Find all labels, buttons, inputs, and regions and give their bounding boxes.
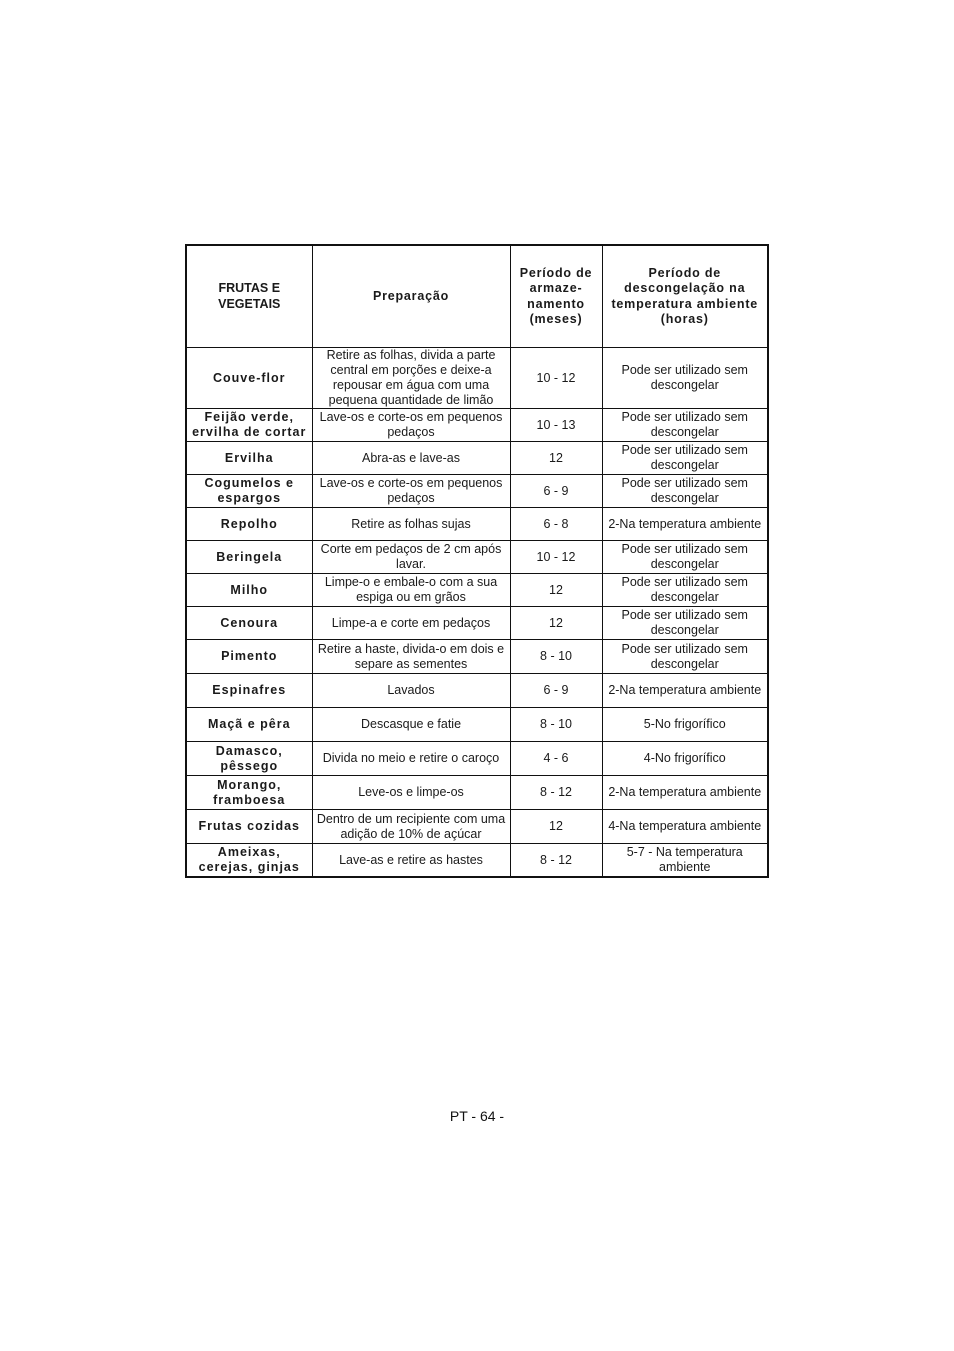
row-storage: 8 - 12	[510, 844, 602, 878]
row-thaw: 4-Na temperatura ambiente	[602, 810, 768, 844]
row-storage: 6 - 9	[510, 475, 602, 508]
row-preparation: Retire as folhas sujas	[312, 508, 510, 541]
row-food-name: Damasco, pêssego	[186, 742, 312, 776]
table-row	[186, 742, 768, 776]
row-preparation: Retire as folhas, divida a parte central em porções e deixe-a repousar em água com uma pequena quantidade de limão	[312, 348, 510, 409]
row-preparation: Limpe-a e corte em pedaços	[312, 607, 510, 640]
row-food-name: Pimento	[186, 640, 312, 674]
page-number: PT - 64 -	[449, 1108, 505, 1124]
row-preparation: Divida no meio e retire o caroço	[312, 742, 510, 776]
row-thaw: Pode ser utilizado sem descongelar	[602, 409, 768, 442]
row-thaw: 5-7 - Na temperatura ambiente	[602, 844, 768, 878]
row-thaw: Pode ser utilizado sem descongelar	[602, 640, 768, 674]
row-thaw: Pode ser utilizado sem descongelar	[602, 574, 768, 607]
row-storage: 4 - 6	[510, 742, 602, 776]
row-preparation: Lave-os e corte-os em pequenos pedaços	[312, 409, 510, 442]
row-thaw: Pode ser utilizado sem descongelar	[602, 348, 768, 409]
row-food-name: Couve-flor	[186, 348, 312, 409]
header-thaw-period: Período de descongelação na temperatura ambiente (horas)	[602, 245, 768, 348]
row-food-name: Cenoura	[186, 607, 312, 640]
row-thaw: 2-Na temperatura ambiente	[602, 776, 768, 810]
table-row	[186, 574, 768, 607]
row-storage: 12	[510, 574, 602, 607]
row-storage: 8 - 10	[510, 708, 602, 742]
header-fruits-vegetables: FRUTAS E VEGETAIS	[186, 245, 312, 348]
table-row	[186, 508, 768, 541]
row-storage: 10 - 13	[510, 409, 602, 442]
row-food-name: Ervilha	[186, 442, 312, 475]
row-food-name: Beringela	[186, 541, 312, 574]
table-row	[186, 844, 768, 878]
row-food-name: Milho	[186, 574, 312, 607]
row-storage: 6 - 8	[510, 508, 602, 541]
row-thaw: 2-Na temperatura ambiente	[602, 508, 768, 541]
table-row	[186, 409, 768, 442]
table-row	[186, 475, 768, 508]
row-food-name: Frutas cozidas	[186, 810, 312, 844]
row-preparation: Retire a haste, divida-o em dois e separe as sementes	[312, 640, 510, 674]
table-row	[186, 607, 768, 640]
row-thaw: 5-No frigorífico	[602, 708, 768, 742]
row-thaw: 2-Na temperatura ambiente	[602, 674, 768, 708]
table-row	[186, 674, 768, 708]
row-preparation: Lave-os e corte-os em pequenos pedaços	[312, 475, 510, 508]
row-food-name: Maçã e pêra	[186, 708, 312, 742]
row-storage: 10 - 12	[510, 348, 602, 409]
row-preparation: Descasque e fatie	[312, 708, 510, 742]
table-row	[186, 810, 768, 844]
row-preparation: Lave-as e retire as hastes	[312, 844, 510, 878]
table-row	[186, 541, 768, 574]
row-preparation: Leve-os e limpe-os	[312, 776, 510, 810]
header-preparation: Preparação	[312, 245, 510, 348]
row-storage: 8 - 12	[510, 776, 602, 810]
row-preparation: Corte em pedaços de 2 cm após lavar.	[312, 541, 510, 574]
row-storage: 8 - 10	[510, 640, 602, 674]
row-food-name: Feijão verde, ervilha de cortar	[186, 409, 312, 442]
row-thaw: Pode ser utilizado sem descongelar	[602, 475, 768, 508]
row-storage: 12	[510, 607, 602, 640]
header-storage-period: Período de armaze-namento (meses)	[510, 245, 602, 348]
table-header-row	[186, 245, 768, 348]
row-storage: 12	[510, 442, 602, 475]
table-row	[186, 776, 768, 810]
row-thaw: Pode ser utilizado sem descongelar	[602, 607, 768, 640]
row-food-name: Cogumelos e espargos	[186, 475, 312, 508]
row-food-name: Repolho	[186, 508, 312, 541]
row-preparation: Abra-as e lave-as	[312, 442, 510, 475]
table-row	[186, 348, 768, 409]
row-storage: 6 - 9	[510, 674, 602, 708]
row-thaw: Pode ser utilizado sem descongelar	[602, 541, 768, 574]
row-food-name: Morango, framboesa	[186, 776, 312, 810]
row-storage: 12	[510, 810, 602, 844]
row-food-name: Ameixas, cerejas, ginjas	[186, 844, 312, 878]
table-row	[186, 640, 768, 674]
row-storage: 10 - 12	[510, 541, 602, 574]
row-preparation: Lavados	[312, 674, 510, 708]
table-row	[186, 442, 768, 475]
table-row	[186, 708, 768, 742]
row-thaw: Pode ser utilizado sem descongelar	[602, 442, 768, 475]
row-food-name: Espinafres	[186, 674, 312, 708]
freezing-guide-table	[185, 244, 769, 878]
row-thaw: 4-No frigorífico	[602, 742, 768, 776]
row-preparation: Dentro de um recipiente com uma adição de 10% de açúcar	[312, 810, 510, 844]
row-preparation: Limpe-o e embale-o com a sua espiga ou em grãos	[312, 574, 510, 607]
